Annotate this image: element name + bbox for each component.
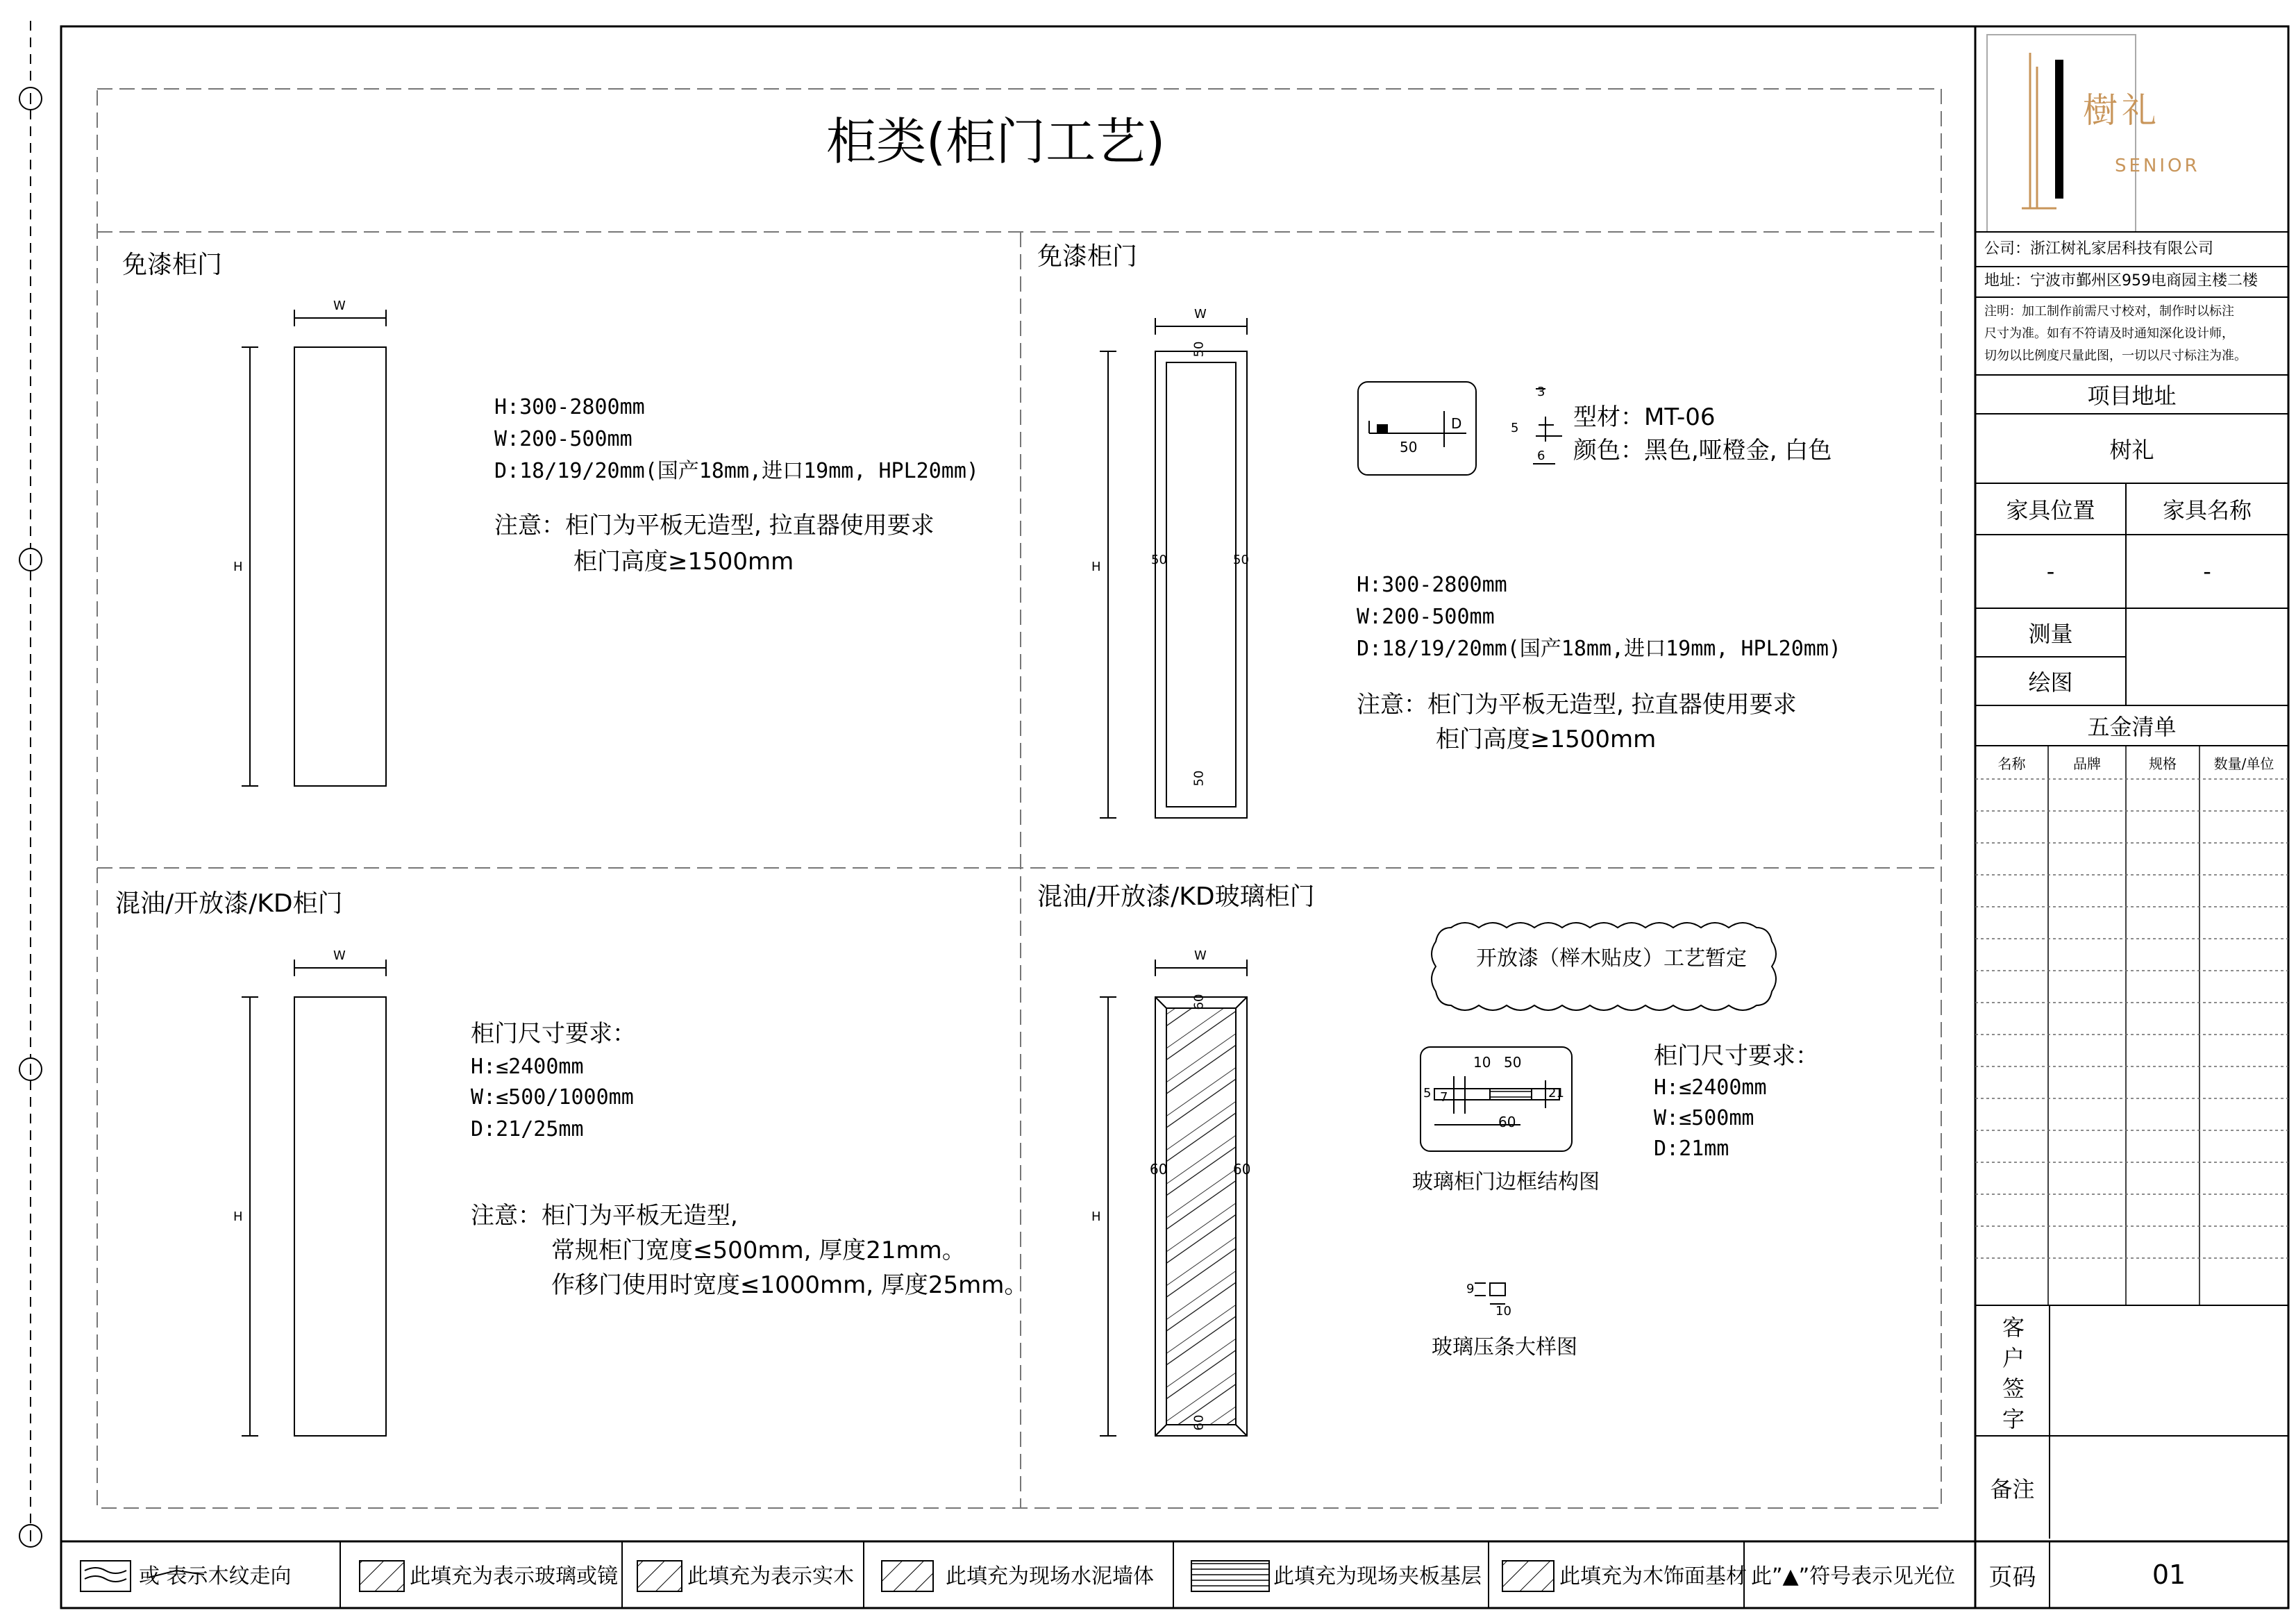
page-value: 01 — [2152, 1559, 2186, 1590]
p2-profile-5: 5 — [1511, 421, 1519, 435]
name-label: 家具名称 — [2162, 497, 2252, 524]
p4-sec-60: 60 — [1498, 1114, 1516, 1130]
p3-spec-title: 柜门尺寸要求： — [471, 1020, 636, 1048]
hw-col-qty: 数量/单位 — [2213, 755, 2274, 772]
p4-sec-5: 5 — [1423, 1086, 1432, 1100]
hw-col-name: 名称 — [1997, 755, 2026, 772]
p3-note-2: 常规柜门宽度≤500mm, 厚度21mm。 — [551, 1237, 966, 1264]
p2-door — [1100, 318, 1247, 818]
p2-dim-h: H — [1091, 560, 1101, 574]
legend-cement-wall: 此填充为现场水泥墙体 — [946, 1564, 1154, 1589]
p4-cloud-note: 开放漆（榉木贴皮）工艺暂定 — [1476, 946, 1747, 971]
logo-mark — [2022, 53, 2063, 208]
p1-heading: 免漆柜门 — [122, 251, 223, 279]
p2-spec-h: H:300-2800mm — [1357, 573, 1507, 597]
legend-veneer-base: 此填充为木饰面基材 — [1559, 1564, 1747, 1589]
p2-frame-left: 50 — [1151, 553, 1167, 567]
p2-profile-3: 3 — [1537, 385, 1545, 399]
p3-heading: 混油/开放漆/KD柜门 — [115, 889, 343, 918]
p3-note-3: 作移门使用时宽度≤1000mm, 厚度25mm。 — [551, 1271, 1028, 1299]
p2-color: 颜色：黑色,哑橙金, 白色 — [1573, 437, 1832, 464]
position-value: - — [2046, 558, 2055, 585]
p4-spec-title: 柜门尺寸要求： — [1654, 1042, 1819, 1070]
p4-strip — [1475, 1283, 1505, 1304]
project-label: 项目地址 — [2087, 383, 2177, 409]
p1-dim-h: H — [233, 560, 243, 574]
logo-sub: SENIOR — [2115, 156, 2200, 176]
p3-spec-d: D:21/25mm — [471, 1117, 584, 1141]
p4-spec-d: D:21mm — [1654, 1137, 1729, 1161]
hw-col-brand: 品牌 — [2073, 755, 2101, 772]
legend-glass: 此填充为表示玻璃或镜 — [410, 1564, 618, 1589]
p4-frame-bottom: 60 — [1191, 1414, 1207, 1431]
hardware-title: 五金清单 — [2087, 714, 2177, 740]
p4-frame-left: 60 — [1150, 1161, 1168, 1178]
p4-sec-21: 21 — [1548, 1086, 1564, 1100]
p2-frame-bottom: 50 — [1191, 770, 1207, 787]
p1-note-1: 注意：柜门为平板无造型, 拉直器使用要求 — [494, 512, 935, 539]
project-value: 树礼 — [2109, 437, 2154, 463]
p2-material: 型材：MT-06 — [1573, 403, 1716, 431]
p2-spec-w: W:200-500mm — [1357, 605, 1495, 629]
p2-dim-w: W — [1194, 307, 1207, 321]
position-label: 家具位置 — [2006, 497, 2095, 524]
p4-spec-w: W:≤500mm — [1654, 1106, 1754, 1130]
p4-strip-9: 9 — [1466, 1282, 1475, 1296]
tb-note-3: 切勿以比例度尺量此图，一切以尺寸标注为准。 — [1984, 349, 2247, 363]
name-value: - — [2203, 558, 2211, 585]
p3-door — [242, 960, 386, 1436]
p3-note-1: 注意：柜门为平板无造型, — [471, 1202, 738, 1230]
p4-door — [1100, 960, 1247, 1436]
legend-wood-grain: 或 表示木纹走向 — [139, 1564, 292, 1589]
p1-dim-w: W — [333, 299, 346, 313]
tb-note-2: 尺寸为准。如有不符请及时通知深化设计师， — [1984, 326, 2234, 341]
draw-label: 绘图 — [2028, 669, 2073, 696]
p4-dim-h: H — [1091, 1209, 1101, 1224]
p4-sec-7: 7 — [1440, 1090, 1448, 1105]
hardware-grid — [1975, 746, 2288, 1305]
p1-spec-d: D:18/19/20mm(国产18mm,进口19mm, HPL20mm) — [494, 459, 979, 483]
p1-spec-h: H:300-2800mm — [494, 395, 645, 419]
p4-spec-h: H:≤2400mm — [1654, 1075, 1767, 1100]
p4-heading: 混油/开放漆/KD玻璃柜门 — [1037, 882, 1315, 911]
p2-spec-d: D:18/19/20mm(国产18mm,进口19mm, HPL20mm) — [1357, 637, 1841, 661]
p4-strip-caption: 玻璃压条大样图 — [1432, 1335, 1577, 1359]
p3-spec-w: W:≤500/1000mm — [471, 1085, 634, 1110]
p4-strip-10: 10 — [1495, 1304, 1511, 1319]
p1-door — [242, 310, 386, 786]
p3-dim-w: W — [333, 948, 346, 963]
p4-sec-50: 50 — [1504, 1054, 1522, 1071]
p1-spec-w: W:200-500mm — [494, 427, 632, 451]
p3-spec-h: H:≤2400mm — [471, 1055, 584, 1079]
tb-note-1: 注明：加工制作前需尺寸校对，制作时以标注 — [1984, 304, 2234, 319]
logo-text: 樹礼 — [2083, 90, 2161, 131]
p2-note-1: 注意：柜门为平板无造型, 拉直器使用要求 — [1357, 691, 1797, 719]
p2-profile-50: 50 — [1400, 439, 1418, 455]
address: 地址：宁波市鄞州区959电商园主楼二楼 — [1984, 272, 2258, 290]
p2-frame-top: 50 — [1191, 341, 1207, 358]
binding-marks — [19, 21, 42, 1547]
p1-note-2: 柜门高度≥1500mm — [573, 548, 794, 576]
p3-dim-h: H — [233, 1209, 243, 1224]
p4-section-caption: 玻璃柜门边框结构图 — [1412, 1170, 1600, 1194]
legend-solid-wood: 此填充为表示实木 — [687, 1564, 854, 1589]
p2-note-2: 柜门高度≥1500mm — [1436, 726, 1657, 753]
page-title: 柜类(柜门工艺) — [826, 112, 1166, 171]
p2-profile-6: 6 — [1537, 449, 1545, 463]
page-label: 页码 — [1988, 1563, 2036, 1591]
company: 公司：浙江树礼家居科技有限公司 — [1984, 240, 2214, 258]
p4-dim-w: W — [1194, 948, 1207, 963]
p4-sec-10: 10 — [1473, 1054, 1491, 1071]
p2-frame-right: 50 — [1233, 553, 1249, 567]
p4-frame-top: 60 — [1191, 994, 1207, 1010]
remark-label: 备注 — [1990, 1476, 2035, 1502]
p2-heading: 免漆柜门 — [1037, 242, 1138, 271]
measure-label: 测量 — [2028, 621, 2073, 647]
client-sign-label: 客户签字 — [2002, 1314, 2025, 1432]
legend-plywood: 此填充为现场夹板基层 — [1273, 1564, 1482, 1589]
p2-profile-d: D — [1451, 415, 1462, 432]
hw-col-spec: 规格 — [2149, 755, 2177, 772]
legend-visible-side: 此”▲”符号表示见光位 — [1751, 1564, 1956, 1589]
p4-frame-right: 60 — [1233, 1161, 1251, 1178]
